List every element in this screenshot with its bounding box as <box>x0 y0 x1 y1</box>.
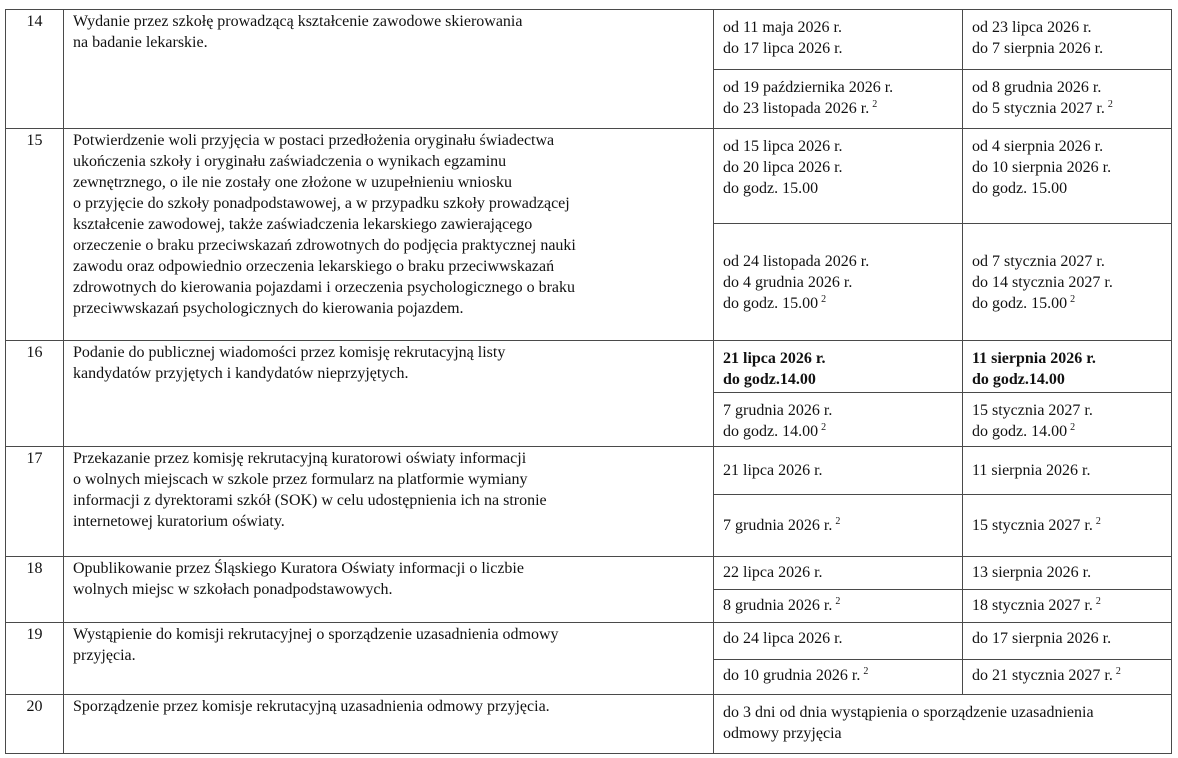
deadline-line <box>723 17 953 38</box>
deadline-text: od 23 lipca 2026 r. <box>972 19 1092 36</box>
deadline-text: od 24 listopada 2026 r. <box>723 252 870 270</box>
deadline-text: do godz.14.00 <box>972 371 1065 388</box>
deadline-line <box>723 348 953 369</box>
description-line: o przyjęcie do szkoły ponadpodstawowej, a w przypadku szkoły prowadzącej <box>73 195 570 212</box>
description-line: na badanie lekarskie. <box>73 34 208 51</box>
activity-description <box>64 695 714 754</box>
deadline-line <box>972 628 1162 649</box>
deadline-line <box>972 293 1162 314</box>
deadline-line <box>972 369 1162 390</box>
description-line: o wolnych miejscach w szkole przez formularz na platformie wymiany <box>73 471 528 488</box>
deadline-text: od 11 maja 2026 r. <box>723 19 842 36</box>
deadline-line <box>723 628 953 649</box>
deadline-main-term-cell <box>714 393 963 447</box>
deadline-line <box>972 178 1162 199</box>
deadline-text: 15 stycznia 2027 r. <box>972 517 1093 534</box>
table-row <box>6 447 1172 495</box>
deadline-line <box>723 421 953 442</box>
deadline-supplementary-term-cell <box>963 129 1172 224</box>
deadline-text: do 7 sierpnia 2026 r. <box>972 40 1104 57</box>
description-line: kształcenie zawodowej, także zaświadczenia lekarskiego zawierającego <box>73 216 533 233</box>
deadline-text: do godz. 14.00 <box>972 423 1068 440</box>
deadline-text: od 15 lipca 2026 r. <box>723 138 843 155</box>
deadline-main-term-cell <box>714 129 963 224</box>
deadline-text: od 8 grudnia 2026 r. <box>972 79 1102 96</box>
activity-description <box>64 129 714 341</box>
deadline-text: do godz. 15.00 <box>972 294 1068 312</box>
deadline-line <box>723 38 953 59</box>
activity-description <box>64 557 714 623</box>
row-number: 19 <box>6 623 64 695</box>
deadline-text: do 21 stycznia 2027 r. <box>972 667 1113 684</box>
activity-description <box>64 341 714 447</box>
footnote-reference[interactable]: 2 <box>1070 293 1076 305</box>
row-number: 16 <box>6 341 64 447</box>
footnote-reference[interactable]: 2 <box>1095 516 1101 527</box>
row-number: 14 <box>6 10 64 129</box>
row-number: 20 <box>6 695 64 754</box>
description-line: Podanie do publicznej wiadomości przez komisję rekrutacyjną listy <box>73 344 506 361</box>
description-line: przeciwwskazań psychologicznych do kierowania pojazdem. <box>73 300 464 317</box>
deadline-main-term-cell <box>714 10 963 70</box>
deadline-line <box>723 77 953 98</box>
deadline-main-term-cell <box>714 590 963 623</box>
deadline-supplementary-term-cell <box>963 660 1172 695</box>
deadline-line <box>723 460 953 481</box>
deadline-line <box>972 515 1162 536</box>
description-line: przyjęcia. <box>73 647 136 664</box>
footnote-reference[interactable]: 2 <box>863 666 869 677</box>
deadline-line <box>723 136 953 157</box>
deadline-text: do 14 stycznia 2027 r. <box>972 273 1113 291</box>
deadline-line <box>723 369 953 390</box>
deadline-line <box>723 293 953 314</box>
deadline-line <box>723 178 953 199</box>
activity-description <box>64 447 714 557</box>
deadline-line <box>723 157 953 178</box>
deadline-line <box>972 421 1162 442</box>
activity-description <box>64 10 714 129</box>
description-line: zewnętrznego, o ile nie zostały one złożone w uzupełnieniu wniosku <box>73 174 512 191</box>
deadline-text: do godz. 15.00 <box>723 294 819 312</box>
description-line: zdrowotnych do kierowania pojazdami i orzeczenia psychologicznego o braku <box>73 279 576 296</box>
deadline-line <box>972 272 1162 293</box>
deadline-text: do 17 lipca 2026 r. <box>723 40 843 57</box>
merged-deadline-cell <box>714 695 1172 754</box>
deadline-supplementary-term-cell <box>963 447 1172 495</box>
deadline-line <box>972 400 1162 421</box>
table-row <box>6 341 1172 393</box>
table-row <box>6 557 1172 590</box>
deadline-main-term-cell <box>714 447 963 495</box>
deadline-text: od 4 sierpnia 2026 r. <box>972 138 1104 155</box>
table-row <box>6 695 1172 754</box>
deadline-supplementary-term-cell <box>963 495 1172 557</box>
deadline-text: 7 grudnia 2026 r. <box>723 402 833 419</box>
deadline-main-term-cell <box>714 341 963 393</box>
deadline-line <box>723 400 953 421</box>
deadline-line <box>972 98 1162 119</box>
description-line: zawodu oraz odpowiednio orzeczenia lekarskiego o braku przeciwwskazań <box>73 258 555 275</box>
description-line: Wystąpienie do komisji rekrutacyjnej o sporządzenie uzasadnienia odmowy <box>73 626 559 643</box>
description-line: informacji z dyrektorami szkół (SOK) w celu udostępnienia ich na stronie <box>73 492 547 509</box>
deadline-line <box>723 562 953 583</box>
description-line: Wydanie przez szkołę prowadzącą kształcenie zawodowe skierowania <box>73 13 523 30</box>
deadline-supplementary-term-cell <box>963 557 1172 590</box>
description-line: wolnych miejsc w szkołach ponadpodstawowych. <box>73 581 393 598</box>
deadline-supplementary-term-cell <box>963 70 1172 129</box>
row-number: 15 <box>6 129 64 341</box>
deadline-line <box>723 251 953 272</box>
deadline-text: 15 stycznia 2027 r. <box>972 402 1093 419</box>
description-line: Potwierdzenie woli przyjęcia w postaci przedłożenia oryginału świadectwa <box>73 132 555 149</box>
description-line: ukończenia szkoły i oryginału zaświadczenia o wynikach egzaminu <box>73 153 507 170</box>
deadline-text: 11 sierpnia 2026 r. <box>972 350 1096 367</box>
row-number: 17 <box>6 447 64 557</box>
table-body <box>6 10 1172 754</box>
deadline-main-term-cell <box>714 70 963 129</box>
deadline-text: do 10 sierpnia 2026 r. <box>972 159 1112 176</box>
deadline-line <box>723 98 953 119</box>
deadline-text: do godz. 15.00 <box>972 180 1068 197</box>
deadline-line: odmowy przyjęcia <box>723 725 842 742</box>
deadline-line <box>723 595 953 616</box>
footnote-reference[interactable]: 2 <box>835 516 841 527</box>
deadline-text: do 23 listopada 2026 r. <box>723 100 870 117</box>
deadline-line <box>972 348 1162 369</box>
deadline-line <box>972 38 1162 59</box>
deadline-line <box>723 272 953 293</box>
deadline-text: 22 lipca 2026 r. <box>723 564 823 581</box>
deadline-text: do 20 lipca 2026 r. <box>723 159 843 176</box>
deadline-supplementary-term-cell <box>963 10 1172 70</box>
table-row <box>6 10 1172 70</box>
deadline-line <box>972 251 1162 272</box>
description-line: kandydatów przyjętych i kandydatów nieprzyjętych. <box>73 365 409 382</box>
footnote-reference[interactable]: 2 <box>821 293 827 305</box>
deadline-text: do godz. 14.00 <box>723 423 819 440</box>
deadline-main-term-cell <box>714 224 963 341</box>
table-row <box>6 623 1172 660</box>
deadline-supplementary-term-cell <box>963 341 1172 393</box>
deadline-text: do godz. 15.00 <box>723 180 819 197</box>
recruitment-schedule-table <box>5 9 1172 754</box>
deadline-line <box>972 17 1162 38</box>
row-number: 18 <box>6 557 64 623</box>
deadline-line <box>972 157 1162 178</box>
description-line: Przekazanie przez komisję rekrutacyjną kuratorowi oświaty informacji <box>73 450 527 467</box>
deadline-supplementary-term-cell <box>963 224 1172 341</box>
deadline-text: od 19 października 2026 r. <box>723 79 894 96</box>
deadline-supplementary-term-cell <box>963 590 1172 623</box>
deadline-text: 8 grudnia 2026 r. <box>723 597 833 614</box>
deadline-line <box>972 562 1162 583</box>
deadline-text: 21 lipca 2026 r. <box>723 462 823 479</box>
deadline-main-term-cell <box>714 623 963 660</box>
description-line: Sporządzenie przez komisje rekrutacyjną uzasadnienia odmowy przyjęcia. <box>73 698 550 715</box>
deadline-line <box>972 665 1162 686</box>
deadline-line <box>972 595 1162 616</box>
deadline-line <box>972 460 1162 481</box>
footnote-reference[interactable]: 2 <box>1070 422 1076 433</box>
deadline-main-term-cell <box>714 495 963 557</box>
deadline-text: do 24 lipca 2026 r. <box>723 630 843 647</box>
activity-description <box>64 623 714 695</box>
deadline-main-term-cell <box>714 660 963 695</box>
deadline-text: 18 stycznia 2027 r. <box>972 597 1093 614</box>
deadline-line <box>723 515 953 536</box>
description-line: orzeczenie o braku przeciwskazań zdrowotnych do podjęcia praktycznej nauki <box>73 237 576 254</box>
footnote-reference[interactable]: 2 <box>1115 666 1121 677</box>
deadline-text: 11 sierpnia 2026 r. <box>972 462 1091 479</box>
deadline-line <box>972 136 1162 157</box>
deadline-text: od 7 stycznia 2027 r. <box>972 252 1105 270</box>
footnote-reference[interactable]: 2 <box>872 99 878 110</box>
deadline-supplementary-term-cell <box>963 623 1172 660</box>
description-line: Opublikowanie przez Śląskiego Kuratora Oświaty informacji o liczbie <box>73 560 524 577</box>
deadline-line <box>723 665 953 686</box>
deadline-text: do 17 sierpnia 2026 r. <box>972 630 1112 647</box>
footnote-reference[interactable]: 2 <box>1107 99 1113 110</box>
deadline-text: 21 lipca 2026 r. <box>723 350 826 367</box>
deadline-text: do godz.14.00 <box>723 371 816 388</box>
deadline-line <box>972 77 1162 98</box>
deadline-supplementary-term-cell <box>963 393 1172 447</box>
description-line: internetowej kuratorium oświaty. <box>73 513 285 530</box>
deadline-main-term-cell <box>714 557 963 590</box>
footnote-reference[interactable]: 2 <box>835 596 841 607</box>
footnote-reference[interactable]: 2 <box>821 422 827 433</box>
deadline-text: 13 sierpnia 2026 r. <box>972 564 1092 581</box>
deadline-text: do 10 grudnia 2026 r. <box>723 667 861 684</box>
footnote-reference[interactable]: 2 <box>1095 596 1101 607</box>
deadline-text: 7 grudnia 2026 r. <box>723 517 833 534</box>
table-row <box>6 129 1172 224</box>
deadline-text: do 5 stycznia 2027 r. <box>972 100 1105 117</box>
deadline-line: do 3 dni od dnia wystąpienia o sporządzenie uzasadnienia <box>723 704 1094 721</box>
deadline-text: do 4 grudnia 2026 r. <box>723 273 853 291</box>
